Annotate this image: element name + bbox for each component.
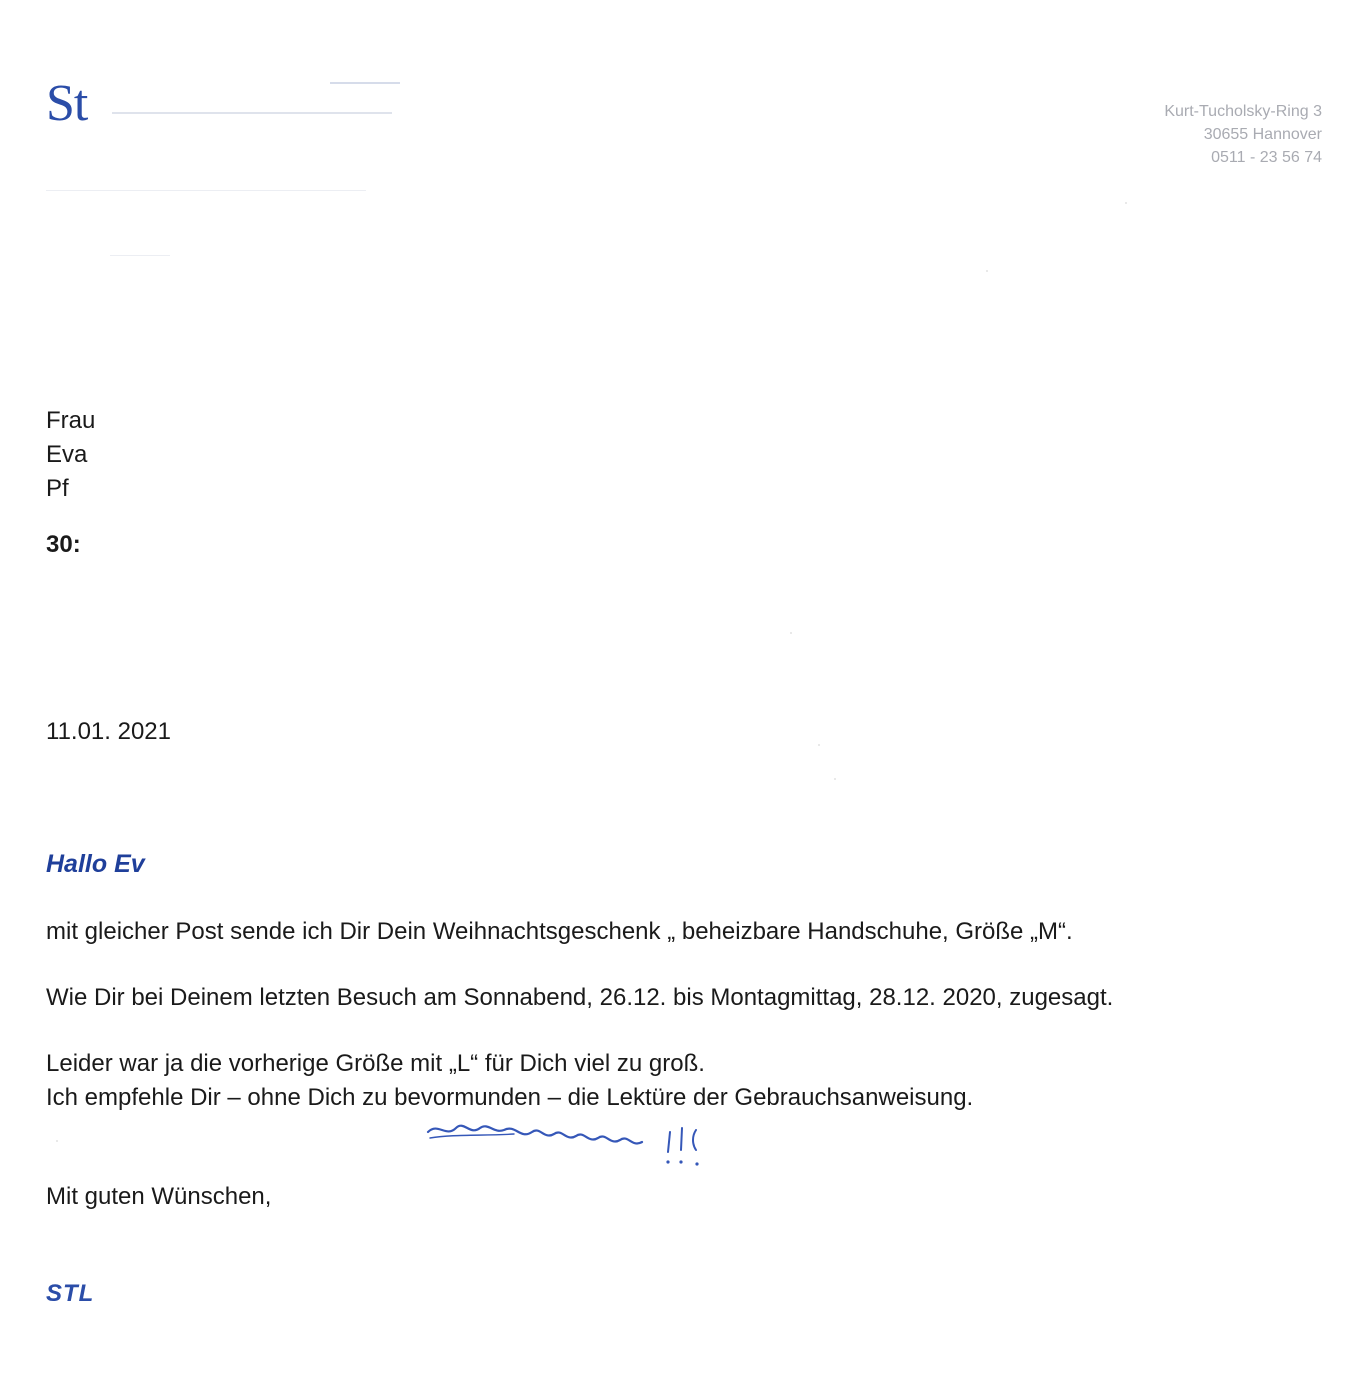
recipient-zip-city: 30:: [46, 531, 81, 558]
scan-speck: [1125, 202, 1127, 204]
recipient-street: Pf: [46, 475, 69, 502]
recipient-address: [46, 404, 95, 562]
letterhead-faded-line: [112, 112, 392, 114]
recipient-name: Eva: [46, 441, 88, 468]
letter-date: 11.01. 2021: [46, 718, 172, 745]
scan-speck: [986, 270, 988, 272]
letterhead-faded-line: [110, 255, 170, 256]
scan-speck: [56, 1140, 58, 1142]
body-paragraph-3-line-1: Leider war ja die vorherige Größe mit „L“ für Dich viel zu groß.: [46, 1050, 705, 1077]
sender-address: [1164, 100, 1322, 169]
handwritten-exclamation-marks: [666, 1128, 698, 1166]
letterhead-faded-line: [46, 190, 366, 191]
sender-city: 30655 Hannover: [1203, 126, 1322, 143]
body-paragraph-1: mit gleicher Post sende ich Dir Dein Weihnachtsgeschenk „ beheizbare Handschuhe, Größe „M“.: [46, 918, 1073, 945]
sender-phone: 0511 - 23 56 74: [1211, 149, 1322, 166]
scan-speck: [834, 778, 836, 780]
letterhead-faded-line: [330, 82, 400, 84]
recipient-salutation: Frau: [46, 407, 96, 434]
letterhead-logo: St: [46, 75, 88, 132]
body-paragraph-3-line-2: Ich empfehle Dir – ohne Dich zu bevormunden – die Lektüre der Gebrauchsanweisung.: [46, 1084, 974, 1111]
greeting: Hallo Ev: [46, 850, 145, 878]
closing-line: Mit guten Wünschen,: [46, 1183, 272, 1210]
signature: STL: [46, 1280, 95, 1307]
sender-street: Kurt-Tucholsky-Ring 3: [1164, 103, 1322, 120]
body-paragraph-2: Wie Dir bei Deinem letzten Besuch am Sonnabend, 26.12. bis Montagmittag, 28.12. 2020, zugesagt.: [46, 984, 1114, 1011]
scan-speck: [818, 744, 820, 746]
handwritten-underline-scribble: [424, 1118, 714, 1178]
scan-speck: [790, 632, 792, 634]
